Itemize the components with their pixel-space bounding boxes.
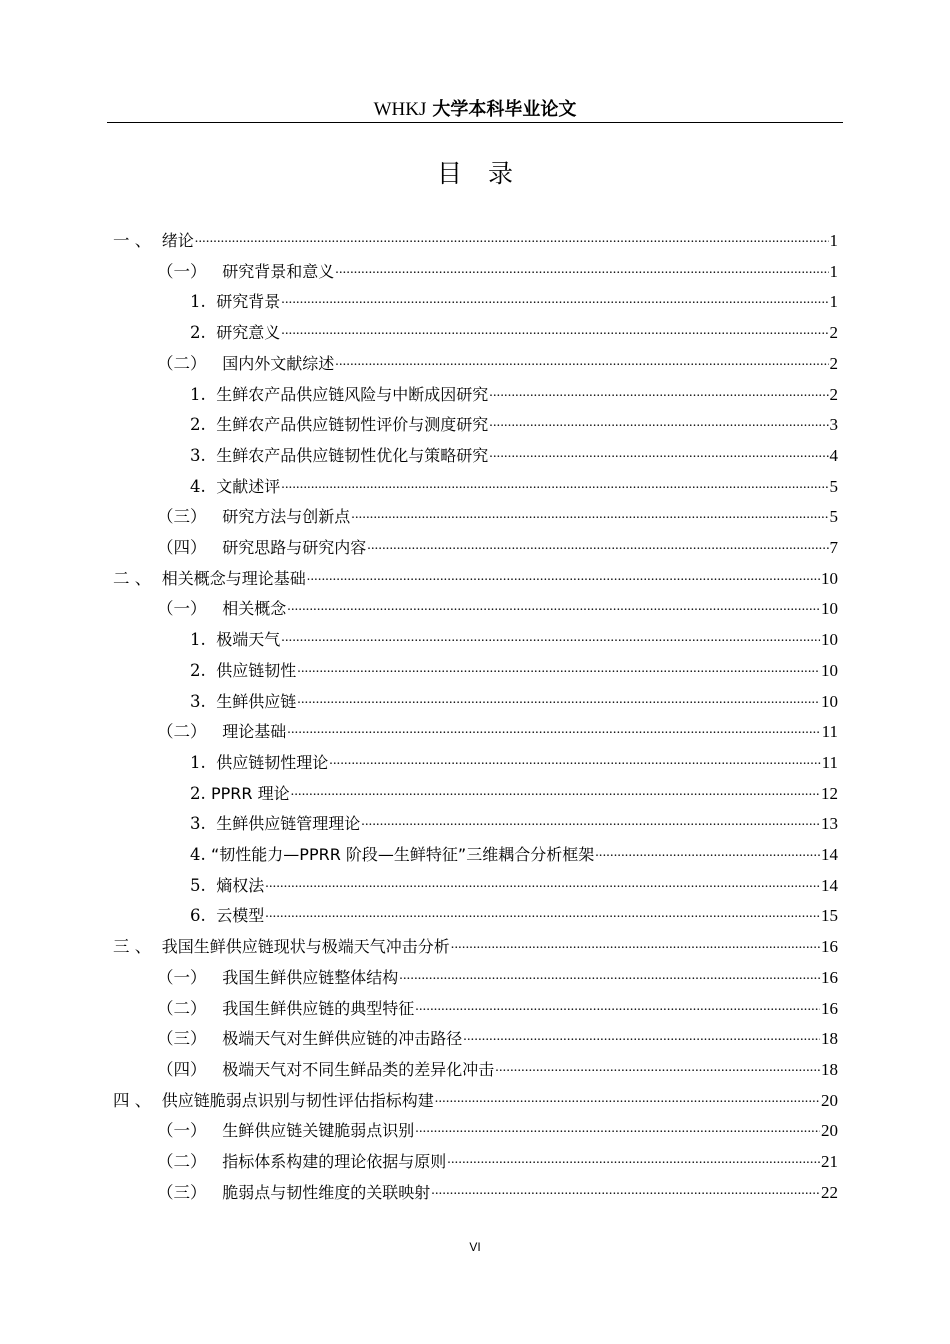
toc-entry-page: 2 [829, 323, 838, 343]
toc-entry-page: 14 [821, 875, 838, 895]
toc-entry[interactable] [157, 252, 838, 283]
toc-entry-label: 供应链脆弱点识别与韧性评估指标构建 [161, 1090, 434, 1110]
toc-entry-page: 10 [821, 660, 838, 680]
toc-entry-page: 7 [829, 538, 838, 557]
toc-entry-number: 1. [190, 292, 217, 312]
toc-entry-page: 10 [821, 691, 838, 711]
toc-entry-page: 1 [829, 261, 838, 281]
toc-entry-page: 21 [821, 1152, 838, 1171]
toc-dot-leader [281, 320, 828, 342]
toc-entry[interactable] [190, 467, 838, 498]
toc-entry-label: 研究背景 [216, 292, 281, 312]
toc-entry[interactable] [113, 927, 838, 958]
toc-entry-page: 18 [821, 1029, 838, 1049]
toc-entry-label: 我国生鲜供应链整体结构 [222, 967, 399, 987]
toc-entry-number: 一 、 [113, 231, 162, 250]
toc-entry[interactable] [113, 221, 838, 252]
toc-entry-number: 二 、 [113, 568, 162, 588]
toc-dot-leader [463, 1026, 820, 1048]
toc-dot-leader [281, 289, 828, 311]
toc-entry-number: 2. [190, 323, 217, 343]
toc-entry-number: 3. [190, 445, 217, 465]
toc-entry-number: 2. [190, 660, 217, 680]
toc-entry-page: 10 [821, 630, 838, 650]
toc-dot-leader [281, 474, 828, 496]
toc-entry-label: 理论基础 [222, 722, 287, 742]
toc-entry-number: （二） [157, 353, 223, 373]
toc-entry-label: 生鲜农产品供应链风险与中断成因研究 [216, 384, 489, 404]
toc-entry-label: 我国生鲜供应链现状与极端天气冲击分析 [161, 937, 450, 957]
toc-entry[interactable] [190, 866, 838, 897]
toc-dot-leader [307, 566, 820, 588]
toc-entry-label: 相关概念 [222, 599, 287, 619]
toc-dot-leader [335, 259, 828, 281]
toc-entry[interactable] [157, 1111, 838, 1142]
toc-entry[interactable] [157, 528, 838, 559]
toc-dot-leader [399, 965, 820, 987]
toc-entry-page: 15 [821, 906, 838, 926]
toc-entry-page: 3 [829, 415, 838, 435]
toc-entry-number: 6. [190, 906, 217, 926]
toc-entry-label: 极端天气对不同生鲜品类的差异化冲击 [222, 1059, 495, 1079]
toc-entry-page: 16 [821, 998, 838, 1018]
toc-entry-page: 20 [821, 1121, 838, 1141]
toc-entry[interactable] [157, 497, 838, 528]
toc-entry-number: （一） [157, 1121, 223, 1141]
toc-entry-page: 5 [829, 476, 838, 496]
toc-entry-page: 18 [821, 1059, 838, 1079]
toc-dot-leader [265, 873, 820, 895]
toc-entry-page: 5 [829, 507, 838, 527]
toc-entry-page: 14 [821, 845, 838, 864]
toc-entry-number: （三） [157, 507, 223, 527]
toc-entry-label: 研究方法与创新点 [222, 507, 351, 527]
toc-entry-number: （一） [157, 261, 223, 281]
toc-entry-number: （二） [157, 722, 223, 742]
toc-entry-page: 20 [821, 1090, 838, 1110]
toc-dot-leader [489, 412, 828, 434]
toc-entry-page: 1 [829, 292, 838, 312]
toc-entry[interactable] [190, 896, 838, 927]
toc-entry-label: 研究意义 [216, 323, 281, 343]
toc-dot-leader [265, 903, 820, 925]
toc-dot-leader [297, 689, 820, 711]
toc-entry-page: 13 [821, 814, 838, 834]
toc-entry-number: （四） [157, 1059, 223, 1079]
toc-entry[interactable] [190, 682, 838, 713]
toc-dot-leader [287, 719, 820, 741]
toc-dot-leader [595, 842, 820, 864]
toc-entry-label: 相关概念与理论基础 [161, 568, 306, 588]
toc-dot-leader [431, 1180, 820, 1202]
toc-entry-number: （四） [157, 538, 223, 557]
toc-entry-label: 研究背景和意义 [222, 261, 335, 281]
toc-entry-label: 文献述评 [216, 476, 281, 496]
toc-entry-label: “韧性能力—PPRR 阶段—生鲜特征”三维耦合分析框架 [211, 845, 595, 864]
toc-entry[interactable] [113, 1081, 838, 1112]
toc-title: 目录 [436, 159, 539, 188]
toc-dot-leader [335, 351, 828, 373]
toc-dot-leader [287, 596, 820, 618]
header-document-type: 大学本科毕业论文 [432, 99, 577, 120]
toc-entry-page: 11 [821, 722, 838, 742]
toc-entry-number: 三 、 [113, 937, 162, 957]
toc-entry-number: 1. [190, 752, 217, 772]
toc-entry-number: （三） [157, 1182, 223, 1202]
toc-dot-leader [291, 781, 820, 803]
toc-entry[interactable] [190, 651, 838, 682]
header-university-code: WHKJ [373, 99, 427, 120]
toc-entry-number: 1. [190, 384, 217, 404]
toc-entry-number: （三） [157, 1029, 223, 1049]
toc-dot-leader [195, 228, 829, 250]
toc-dot-leader [329, 750, 820, 772]
toc-dot-leader [415, 996, 820, 1018]
toc-entry-label: 脆弱点与韧性维度的关联映射 [222, 1182, 431, 1202]
toc-entry-label: 云模型 [216, 906, 265, 926]
toc-dot-leader [447, 1149, 820, 1171]
toc-entry-label: 熵权法 [216, 875, 265, 895]
toc-entry-label: 我国生鲜供应链的典型特征 [222, 998, 415, 1018]
toc-dot-leader [415, 1118, 820, 1140]
page-number: VI [469, 1240, 481, 1254]
toc-entry[interactable] [157, 1019, 838, 1050]
toc-dot-leader [297, 658, 820, 680]
toc-entry-label: 指标体系构建的理论依据与原则 [222, 1152, 447, 1171]
toc-entry[interactable] [157, 1142, 838, 1173]
toc-entry-label: 极端天气 [216, 630, 281, 650]
toc-entry-number: 4. [190, 476, 217, 496]
toc-dot-leader [495, 1057, 820, 1079]
toc-entry-label: 国内外文献综述 [222, 353, 335, 373]
toc-entry-label: 生鲜供应链 [216, 691, 297, 711]
toc-entry-label: 绪论 [161, 231, 194, 250]
toc-entry-label: 生鲜供应链关键脆弱点识别 [222, 1121, 415, 1141]
toc-entry[interactable] [113, 559, 838, 590]
toc-entry-number: 3. [190, 691, 217, 711]
running-header [107, 96, 843, 122]
toc-entry[interactable] [157, 1050, 838, 1081]
toc-entry-number: 四 、 [113, 1090, 162, 1110]
toc-entry[interactable] [190, 774, 838, 805]
toc-entry-number: （二） [157, 1152, 223, 1171]
toc-dot-leader [361, 811, 820, 833]
toc-entry[interactable] [157, 958, 838, 989]
toc-entry-number: 2. [190, 783, 211, 803]
toc-dot-leader [489, 382, 828, 404]
toc-entry[interactable] [157, 344, 838, 375]
toc-entry-page: 10 [821, 599, 838, 619]
toc-dot-leader [451, 934, 820, 956]
toc-entry-number: （二） [157, 998, 223, 1018]
toc-entry-page: 12 [821, 783, 838, 803]
toc-dot-leader [367, 535, 828, 557]
toc-dot-leader [351, 504, 828, 526]
toc-dot-leader [281, 627, 820, 649]
toc-entry[interactable] [157, 989, 838, 1020]
toc-entry[interactable] [190, 835, 838, 866]
toc-entry-number: 2. [190, 415, 217, 435]
toc-entry-page: 4 [829, 445, 838, 465]
toc-entry[interactable] [190, 313, 838, 344]
toc-entry[interactable] [157, 712, 838, 743]
toc-entry-label: 生鲜农产品供应链韧性评价与测度研究 [216, 415, 489, 435]
toc-entry-number: 3. [190, 814, 217, 834]
toc-entry-label: 供应链韧性 [216, 660, 297, 680]
toc-entry[interactable] [190, 436, 838, 467]
toc-entry[interactable] [157, 1173, 838, 1204]
toc-entry-number: （一） [157, 599, 223, 619]
toc-entry-number: 4. [190, 845, 211, 864]
toc-entry-label: 极端天气对生鲜供应链的冲击路径 [222, 1029, 463, 1049]
toc-entry-page: 1 [829, 231, 838, 250]
toc-entry[interactable] [190, 743, 838, 774]
toc-entry-page: 2 [829, 353, 838, 373]
toc-entry-page: 16 [821, 967, 838, 987]
toc-entry[interactable] [190, 375, 838, 406]
toc-entry-label: 供应链韧性理论 [216, 752, 329, 772]
toc-entry-page: 16 [821, 937, 838, 957]
toc-entry[interactable] [190, 405, 838, 436]
toc-entry-number: 5. [190, 875, 217, 895]
toc-entry[interactable] [190, 620, 838, 651]
toc-entry-page: 10 [821, 568, 838, 588]
header-rule [107, 122, 843, 123]
toc-dot-leader [489, 443, 828, 465]
toc-dot-leader [435, 1088, 820, 1110]
toc-entry-label: 生鲜农产品供应链韧性优化与策略研究 [216, 445, 489, 465]
toc-entry-label: 研究思路与研究内容 [222, 538, 367, 557]
toc-entry[interactable] [157, 589, 838, 620]
toc-entry[interactable] [190, 282, 838, 313]
toc-entry-page: 2 [829, 384, 838, 404]
toc-entry-page: 22 [821, 1182, 838, 1202]
toc-entry[interactable] [190, 804, 838, 835]
toc-entry-number: （一） [157, 967, 223, 987]
toc-entry-number: 1. [190, 630, 217, 650]
toc-entry-label: PPRR 理论 [211, 783, 290, 803]
toc-entry-label: 生鲜供应链管理理论 [216, 814, 361, 834]
toc-entry-page: 11 [821, 752, 838, 772]
